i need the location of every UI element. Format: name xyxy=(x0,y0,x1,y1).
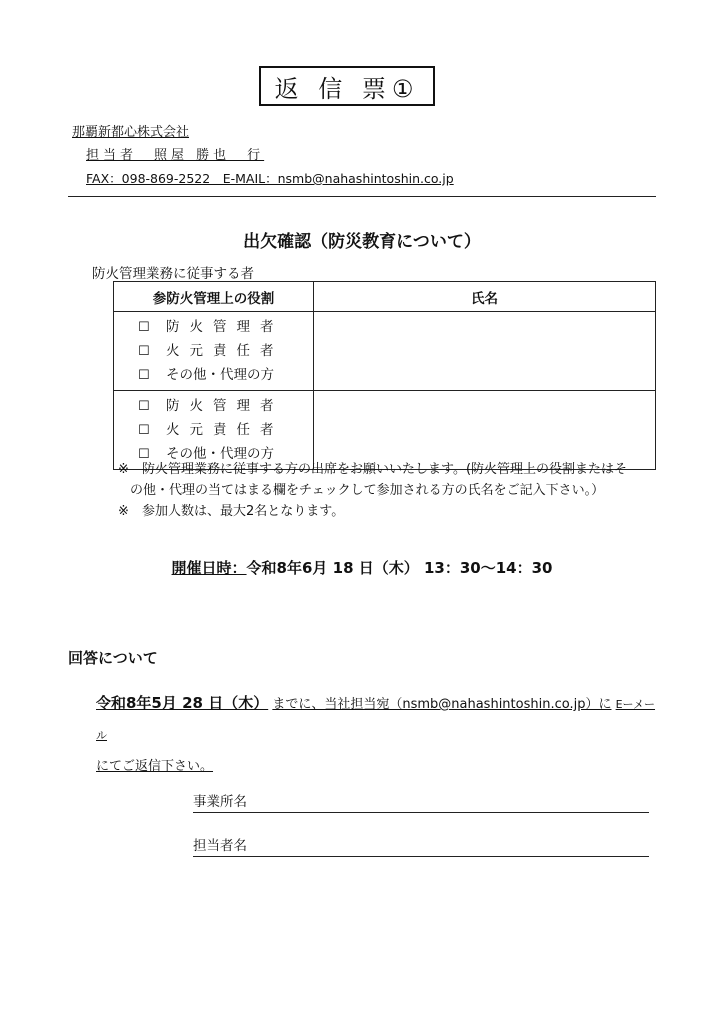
checkbox[interactable]: ☐ xyxy=(138,399,150,414)
name-field[interactable] xyxy=(314,312,656,391)
role-option[interactable] xyxy=(138,339,313,363)
role-label: その他・代理の方 xyxy=(166,446,274,462)
checkbox[interactable]: ☐ xyxy=(138,320,150,335)
table-row xyxy=(114,391,656,470)
document-heading: 出欠確認（防災教育について） xyxy=(243,232,481,252)
note-mark: ※ xyxy=(118,462,129,477)
role-label: 防火管理者 xyxy=(166,319,284,335)
role-label: その他・代理の方 xyxy=(166,367,274,383)
note-text: 参加人数は、最大2名となります。 xyxy=(142,504,345,519)
note-line xyxy=(118,480,678,501)
reply-instructions xyxy=(96,688,656,782)
reply-heading: 回答について xyxy=(68,649,158,667)
role-option[interactable] xyxy=(138,418,313,442)
role-label: 火元責任者 xyxy=(166,422,284,438)
name-field[interactable] xyxy=(314,391,656,470)
reply-text: にてご返信下さい。 xyxy=(96,759,214,774)
notes-block xyxy=(118,459,678,522)
divider xyxy=(68,196,656,197)
office-name-label: 事業所名 xyxy=(193,794,247,810)
event-label: 開催日時： xyxy=(171,559,247,577)
form-title: 返 信 票① xyxy=(259,66,435,106)
table-row xyxy=(114,312,656,391)
name-column-header: 氏名 xyxy=(314,282,656,312)
reply-email-note: Eーメール xyxy=(96,698,656,742)
contact-person-label: 担当者名 xyxy=(193,838,247,854)
checkbox[interactable]: ☐ xyxy=(138,423,150,438)
event-datetime xyxy=(0,557,724,578)
reply-deadline: 令和8年5月 28 日（木） xyxy=(96,694,269,712)
checkbox[interactable]: ☐ xyxy=(138,447,150,462)
note-line xyxy=(118,501,678,522)
event-value: 令和8年6月 18 日（木） 13：30～14：30 xyxy=(246,559,553,577)
role-options-cell xyxy=(114,312,314,391)
role-option[interactable] xyxy=(138,394,313,418)
role-label: 火元責任者 xyxy=(166,343,284,359)
role-options-cell xyxy=(114,391,314,470)
office-name-field[interactable] xyxy=(193,790,649,813)
reply-text: までに、当社担当宛（nsmb@nahashintoshin.co.jp）に xyxy=(272,697,612,712)
note-text: の他・代理の当てはまる欄をチェックして参加される方の氏名をご記入下さい。） xyxy=(130,483,605,498)
contact-person-field[interactable] xyxy=(193,834,649,857)
checkbox[interactable]: ☐ xyxy=(138,344,150,359)
table-caption: 防火管理業務に従事する者 xyxy=(92,266,254,282)
role-option[interactable] xyxy=(138,363,313,387)
attendance-table xyxy=(113,281,656,470)
note-text: 防火管理業務に従事する方の出席をお願いいたします。(防火管理上の役割またはそ xyxy=(142,462,628,477)
sender-person: 担当者 照屋 勝也 行 xyxy=(86,148,265,163)
sender-contact: FAX：098-869-2522 E-MAIL：nsmb@nahashintoshin.co.jp xyxy=(86,171,454,186)
role-column-header: 参防火管理上の役割 xyxy=(114,282,314,312)
sender-block xyxy=(72,121,454,190)
role-option[interactable] xyxy=(138,315,313,339)
role-label: 防火管理者 xyxy=(166,398,284,414)
note-line xyxy=(118,459,678,480)
note-mark: ※ xyxy=(118,504,129,519)
checkbox[interactable]: ☐ xyxy=(138,368,150,383)
sender-company: 那覇新都心株式会社 xyxy=(72,125,190,140)
